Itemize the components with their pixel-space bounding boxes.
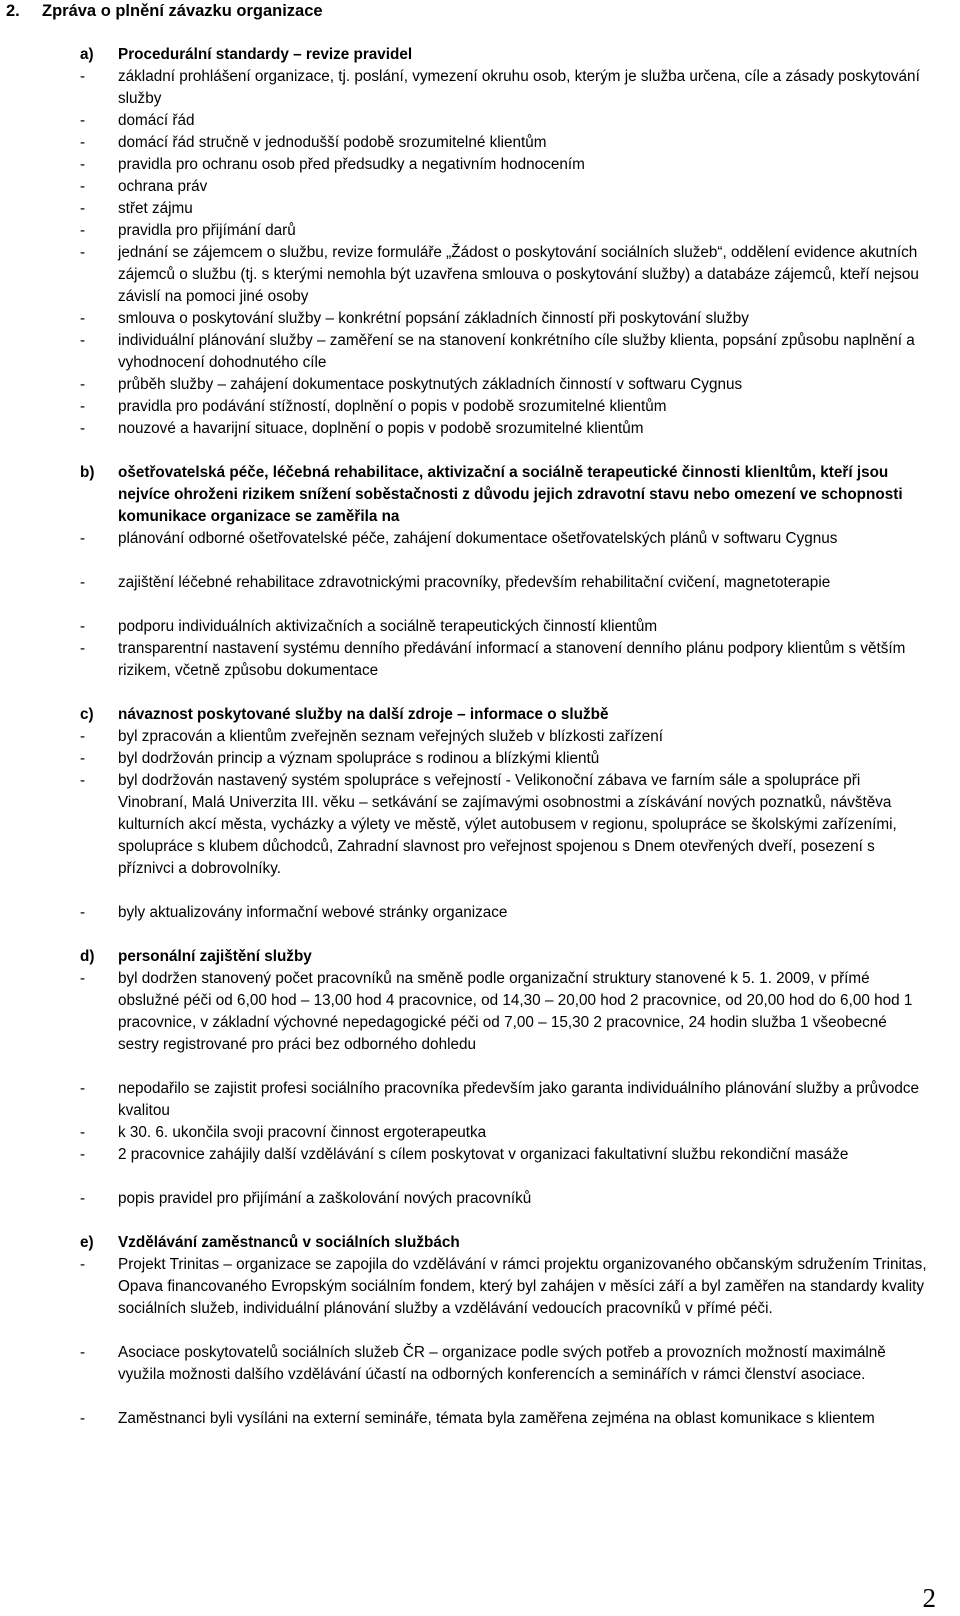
list-item: - ochrana práv [80,178,208,195]
page-number: 2 [922,1583,936,1613]
subsection-label: c) [80,706,94,723]
list-item: - podporu individuálních aktivizačních a sociálně terapeutických činností klientům [80,618,658,635]
subsection-b-heading [80,462,930,528]
subsection-label: b) [80,464,95,481]
list-item: - popis pravidel pro přijímání a zaškolování nových pracovníků [80,1190,532,1207]
list-item: - pravidla pro podávání stížností, doplnění o popis v podobě srozumitelné klientům [80,398,667,415]
list-item: - byl dodržován nastavený systém spolupráce s veřejností - Velikonoční zábava ve farním sále a spolupráce při Vinobraní, Malá Univerzita III. věku – setkávání se zajímavými osobnostmi a získávání nových poznatků, návštěva kulturních akcí města, vycházky a výlety ve městě, výlet autobusem v regionu, spolupráce se školskými zařízeními, spolupráce s klubem důchodců, Zahradní slavnost pro veřejnost spojenou s Dnem otevřených dveří, posezení s příznivci a dobrovolníky. [80,772,897,877]
list-item: - byl dodržen stanovený počet pracovníků na směně podle organizační struktury stanovené k 5. 1. 2009, v přímé obslužné péči od 6,00 hod – 13,00 hod 4 pracovnice, od 14,30 – 20,00 hod 2 pracovnice, od 20,00 hod do 6,00 hod 1 pracovnice, v základní výchovné nepedagogické péči od 7,00 – 15,30 2 pracovnice, 24 hodin služba 1 všeobecné sestry registrované pro práci bez odborného dohledu [80,970,913,1053]
list-item: - individuální plánování služby – zaměření se na stanovení konkrétního cíle služby klienta, popsání způsobu naplnění a vyhodnocení dohodnutého cíle [80,332,915,371]
list-item: - k 30. 6. ukončila svoji pracovní činnost ergoterapeutka [80,1124,487,1141]
list-item: - základní prohlášení organizace, tj. poslání, vymezení okruhu osob, kterým je služba určena, cíle a zásady poskytování služby [80,68,920,107]
list-item: - 2 pracovnice zahájily další vzdělávání s cílem poskytovat v organizaci fakultativní službu rekondiční masáže [80,1146,849,1163]
list-item: - střet zájmu [80,200,193,217]
list-item: - byl zpracován a klientům zveřejněn seznam veřejných služeb v blízkosti zařízení [80,728,663,745]
subsection-label: e) [80,1234,94,1251]
list-item: - domácí řád [80,112,195,129]
section-title: Zpráva o plnění závazku organizace [42,2,323,20]
list-item: - Asociace poskytovatelů sociálních služeb ČR – organizace podle svých potřeb a provozních možností maximálně využila možnosti dalšího vzdělávání účastí na odborných konferencích a seminářích v rámci členství asociace. [80,1344,886,1383]
subsection-a-heading [80,44,930,66]
list-item: - průběh služby – zahájení dokumentace poskytnutých základních činností v softwaru Cygnus [80,376,743,393]
section-number: 2. [6,2,20,20]
list-item: - smlouva o poskytování služby – konkrétní popsání základních činností při poskytování služby [80,310,749,327]
list-item: - pravidla pro přijímání darů [80,222,296,239]
list-item: - nouzové a havarijní situace, doplnění o popis v podobě srozumitelné klientům [80,420,644,437]
list-item: - Zaměstnanci byli vysíláni na externí semináře, témata byla zaměřena zejména na oblast komunikace s klientem [80,1410,875,1427]
subsection-label: d) [80,948,95,965]
list-item: - transparentní nastavení systému denního předávání informací a stanovení denního plánu podpory klientům s větším rizikem, včetně způsobu dokumentace [80,640,906,679]
list-item: - zajištění léčebné rehabilitace zdravotnickými pracovníky, především rehabilitační cvičení, magnetoterapie [80,574,831,591]
subsection-c-heading [80,704,930,726]
subsection-title: návaznost poskytované služby na další zdroje – informace o službě [118,706,609,723]
subsection-title: Procedurální standardy – revize pravidel [118,46,413,63]
subsection-label: a) [80,46,94,63]
subsection-title: Vzdělávání zaměstnanců v sociálních službách [118,1234,460,1251]
subsection-e-heading [80,1232,930,1254]
list-item: - domácí řád stručně v jednodušší podobě srozumitelné klientům [80,134,547,151]
list-item: - plánování odborné ošetřovatelské péče, zahájení dokumentace ošetřovatelských plánů v softwaru Cygnus [80,530,838,547]
subsection-title: ošetřovatelská péče, léčebná rehabilitace, aktivizační a sociálně terapeutické činnosti klienltům, kteří jsou nejvíce ohroženi rizikem snížení soběstačnosti z důvodu jejich zdravotní stavu nebo omezení ve schopnosti komunikace organizace se zaměřila na [118,464,903,525]
list-item: - nepodařilo se zajistit profesi sociálního pracovníka především jako garanta individuálního plánování služby a průvodce kvalitou [80,1080,920,1119]
list-item: - pravidla pro ochranu osob před předsudky a negativním hodnocením [80,156,585,173]
list-item: - byl dodržován princip a význam spolupráce s rodinou a blízkými klientů [80,750,600,767]
subsection-title: personální zajištění služby [118,948,312,965]
section-heading [6,0,323,22]
list-item: - Projekt Trinitas – organizace se zapojila do vzdělávání v rámci projektu organizovaného občanským sdružením Trinitas, Opava financovaného Evropským sociálním fondem, který byl zahájen v měsíci září a byl zaměřen na standardy kvality sociálních služeb, individuální plánování služby a vzdělávání vedoucích pracovníků v přímé péči. [80,1256,927,1317]
list-item: - jednání se zájemcem o službu, revize formuláře „Žádost o poskytování sociálních služeb“, oddělení evidence akutních zájemců o službu (tj. s kterými nemohla být uzavřena smlouva o poskytování služby) a databáze zájemců, kteří nejsou závislí na pomoci jiné osoby [80,244,919,305]
subsection-d-heading [80,946,930,968]
list-item: - byly aktualizovány informační webové stránky organizace [80,904,508,921]
